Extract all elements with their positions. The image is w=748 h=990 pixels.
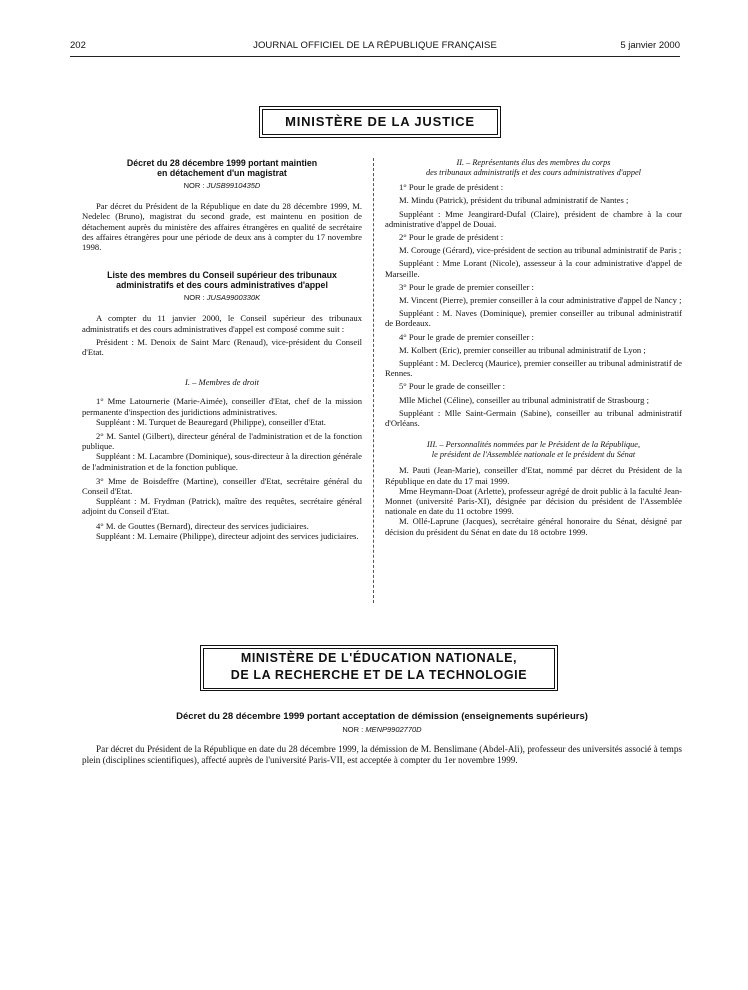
ministry-justice-title: MINISTÈRE DE LA JUSTICE bbox=[262, 109, 498, 135]
section3-title-line1: III. – Personnalités nommées par le Président de la République, bbox=[426, 440, 641, 450]
decret1-title bbox=[82, 158, 362, 178]
decret1-title-line1: Décret du 28 décembre 1999 portant maintien bbox=[126, 158, 318, 168]
section2-title-line2: des tribunaux administratifs et des cours administratives d'appel bbox=[426, 167, 641, 177]
decret2-nor-label: NOR : bbox=[342, 725, 364, 734]
decret2-nor bbox=[82, 725, 682, 734]
section1-item: 2° M. Santel (Gilbert), directeur général de l'administration et de la fonction publique. bbox=[82, 431, 362, 452]
section1-item: Suppléant : M. Turquet de Beauregard (Philippe), conseiller d'Etat. bbox=[96, 416, 326, 427]
liste-president: Président : M. Denoix de Saint Marc (Renaud), vice-président du Conseil d'Etat. bbox=[82, 336, 362, 358]
section1-item: 3° Mme de Boisdeffre (Martine), conseiller d'Etat, secrétaire général du Conseil d'Etat. bbox=[82, 475, 362, 497]
decret1-nor bbox=[82, 181, 362, 191]
ministry-education-title bbox=[203, 648, 555, 689]
ministry-education-line2: DE LA RECHERCHE ET DE LA TECHNOLOGIE bbox=[230, 668, 528, 682]
section2-item: M. Mindu (Patrick), président du tribunal administratif de Nantes ; bbox=[399, 195, 629, 206]
liste-intro: A compter du 11 janvier 2000, le Conseil supérieur des tribunaux administratifs et des cours administratives d'appel est composé comme suit : bbox=[82, 313, 362, 334]
decret2-nor-value: MENP9902770D bbox=[365, 725, 422, 734]
liste-nor-value: JUSA9900330K bbox=[206, 293, 261, 303]
section1-item: Suppléant : M. Lemaire (Philippe), directeur adjoint des services judiciaires. bbox=[96, 530, 359, 541]
section3-item: M. Ollé-Laprune (Jacques), secrétaire général honoraire du Sénat, désigné par décision du président du Sénat en date du 18 octobre 1999. bbox=[385, 516, 682, 537]
decret2-section bbox=[82, 712, 682, 766]
section1-item: 1° Mme Latournerie (Marie-Aimée), conseiller d'Etat, chef de la mission permanente d'inspection des juridictions administratives. bbox=[82, 396, 362, 417]
section1-item: Suppléant : M. Lacambre (Dominique), sous-directeur à la direction générale de l'administration et de la fonction publique. bbox=[82, 451, 362, 472]
section2-item: Suppléant : Mme Jeangirard-Dufal (Claire), président de chambre à la cour administrative d'appel de Douai. bbox=[385, 208, 682, 229]
section3-item: Mme Heymann-Doat (Arlette), professeur agrégé de droit public à la faculté Jean-Monnet (université Paris-XI), désignée par décision du président de l'Assemblée nationale en date du 11 octobre 1999. bbox=[385, 485, 682, 517]
section1-item: 4° M. de Gouttes (Bernard), directeur des services judiciaires. bbox=[96, 520, 309, 531]
column-divider bbox=[373, 158, 374, 603]
journal-title: JOURNAL OFFICIEL DE LA RÉPUBLIQUE FRANÇAISE bbox=[253, 40, 497, 51]
section1-item: Suppléant : M. Frydman (Patrick), maître des requêtes, secrétaire général adjoint du Conseil d'Etat. bbox=[82, 496, 362, 517]
section2-title bbox=[385, 158, 682, 177]
page-number: 202 bbox=[70, 40, 86, 51]
liste-title-line1: Liste des membres du Conseil supérieur des tribunaux bbox=[107, 270, 337, 281]
ministry-justice-box bbox=[259, 106, 501, 138]
section1-title: I. – Membres de droit bbox=[184, 377, 260, 388]
section2-item: 2° Pour le grade de président : bbox=[399, 232, 504, 242]
section2-item: M. Vincent (Pierre), premier conseiller à la cour administrative d'appel de Nancy ; bbox=[399, 295, 682, 306]
section2-item: Suppléant : Mme Lorant (Nicole), assesseur à la cour administrative d'appel de Marseille. bbox=[385, 258, 682, 279]
section2-item: Suppléant : M. Naves (Dominique), premier conseiller au tribunal administratif de Bordeaux. bbox=[385, 308, 682, 329]
section2-item: Suppléant : M. Declercq (Maurice), premier conseiller au tribunal administratif de Rennes. bbox=[385, 358, 682, 379]
section2-item: Mlle Michel (Céline), conseiller au tribunal administratif de Strasbourg ; bbox=[399, 394, 649, 405]
ministry-education-box bbox=[200, 645, 558, 691]
decret2-body: Par décret du Président de la République en date du 28 décembre 1999, la démission de M. Benslimane (Abdel-Ali), professeur des universités associé à temps plein (disciplines scientifiques), affecté auprès de l'université Paris-VII, est acceptée à compter du 1er novembre 1999. bbox=[82, 744, 682, 765]
liste-nor-label: NOR : bbox=[183, 293, 205, 303]
decret2-title: Décret du 28 décembre 1999 portant acceptation de démission (enseignements supérieurs) bbox=[176, 711, 588, 722]
section2-item: M. Corouge (Gérard), vice-président de section au tribunal administratif de Paris ; bbox=[399, 245, 682, 256]
header-rule bbox=[70, 56, 680, 57]
decret1-body: Par décret du Président de la République en date du 28 décembre 1999, M. Nedelec (Bruno), magistrat du second grade, est maintenu en position de détachement auprès du ministère des affaires étrangères en qualité de secrétaire des affaires étrangères pour une période de deux ans à compter du 17 novembre 1998. bbox=[82, 201, 362, 253]
section2-item: Suppléant : Mlle Saint-Germain (Sabine), conseiller au tribunal administratif d'Orléans. bbox=[385, 407, 682, 429]
ministry-education-line1: MINISTÈRE DE L'ÉDUCATION NATIONALE, bbox=[240, 651, 518, 665]
decret1-nor-label: NOR : bbox=[183, 181, 205, 190]
issue-date: 5 janvier 2000 bbox=[620, 40, 680, 51]
section2-item: 4° Pour le grade de premier conseiller : bbox=[399, 331, 534, 342]
decret1-nor-value: JUSB9910435D bbox=[206, 181, 261, 190]
section2-title-line1: II. – Représentants élus des membres du corps bbox=[456, 158, 611, 167]
liste-nor bbox=[82, 293, 362, 303]
section2-item: 3° Pour le grade de premier conseiller : bbox=[399, 281, 534, 292]
section3-item: M. Pauti (Jean-Marie), conseiller d'Etat, nommé par décret du Président de la République en date du 17 mai 1999. bbox=[385, 465, 682, 486]
section3-title-line2: le président de l'Assemblée nationale et le président du Sénat bbox=[431, 449, 636, 459]
liste-title bbox=[82, 270, 362, 290]
section2-item: M. Kolbert (Eric), premier conseiller au tribunal administratif de Lyon ; bbox=[399, 344, 646, 355]
section2-item: 5° Pour le grade de conseiller : bbox=[399, 381, 506, 392]
right-column bbox=[385, 158, 682, 537]
section2-item: 1° Pour le grade de président : bbox=[399, 182, 504, 193]
left-column bbox=[82, 158, 362, 541]
section3-title bbox=[385, 440, 682, 459]
liste-title-line2: administratifs et des cours administratives d'appel bbox=[116, 280, 328, 291]
page-header bbox=[70, 40, 680, 54]
decret1-title-line2: en détachement d'un magistrat bbox=[157, 168, 287, 178]
